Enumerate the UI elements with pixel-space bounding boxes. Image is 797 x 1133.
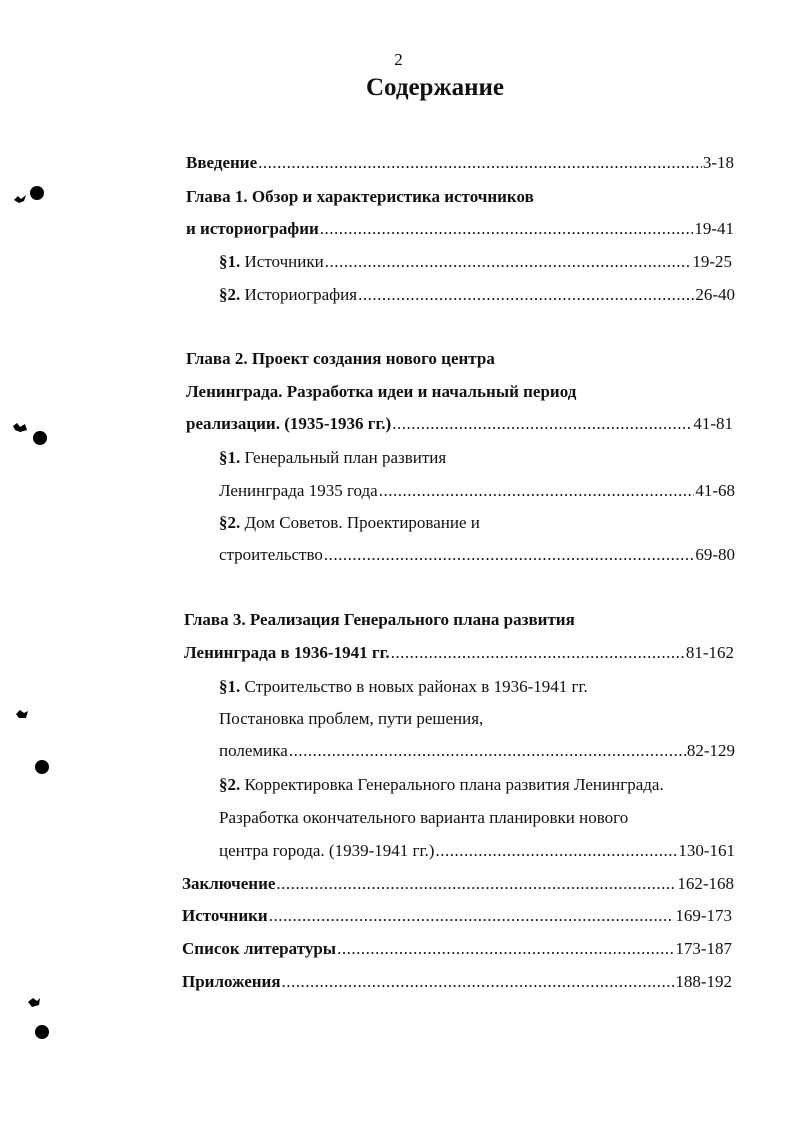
toc-ch2-s1-title xyxy=(219,447,734,469)
toc-entry-chapter-1[interactable] xyxy=(186,218,734,240)
binder-hole xyxy=(35,1025,49,1039)
toc-pages: 19-41 xyxy=(694,219,734,238)
dot-leader xyxy=(325,251,692,273)
toc-label: Ленинграда 1935 года xyxy=(219,481,378,500)
toc-label: Источники xyxy=(182,906,268,925)
toc-entry-ch3-s2[interactable] xyxy=(219,840,735,862)
binder-hole xyxy=(35,760,49,774)
toc-ch3-s2-title xyxy=(219,774,734,796)
toc-label: реализации. (1935-1936 гг.) xyxy=(186,414,392,433)
toc-label: и историографии xyxy=(186,219,319,238)
toc-ch2-s2-title xyxy=(219,512,734,534)
toc-ch3-s1-title xyxy=(219,676,734,698)
dot-leader xyxy=(391,642,685,664)
toc-label: Дом Советов. Проектирование и xyxy=(244,513,480,532)
toc-label: Постановка проблем, пути решения, xyxy=(219,709,484,728)
toc-label: Заключение xyxy=(182,874,276,893)
toc-entry-chapter-2[interactable] xyxy=(186,413,733,435)
ink-smudge xyxy=(12,421,28,433)
dot-leader xyxy=(258,152,702,174)
dot-leader xyxy=(379,480,695,502)
toc-label: Историография xyxy=(244,285,358,304)
toc-label: Приложения xyxy=(182,972,281,991)
toc-ch3-s2-title-cont xyxy=(219,807,734,829)
toc-pages: 82-129 xyxy=(686,741,735,760)
toc-label: Введение xyxy=(186,153,258,172)
toc-entry-ch1-s2[interactable] xyxy=(219,284,735,306)
toc-ch3-s1-title-cont xyxy=(219,708,734,730)
toc-label: строительство xyxy=(219,545,323,564)
section-number: §2. xyxy=(219,513,241,532)
ink-smudge xyxy=(26,996,42,1008)
toc-label: центра города. (1939-1941 гг.) xyxy=(219,841,435,860)
dot-leader xyxy=(337,938,674,960)
toc-label: полемика xyxy=(219,741,288,760)
toc-pages: 130-161 xyxy=(678,841,735,860)
section-number: §2. xyxy=(219,285,241,304)
toc-label: Глава 3. Реализация Генерального плана развития xyxy=(184,610,575,629)
toc-chapter-1-title xyxy=(186,186,734,208)
toc-label: Ленинграда. Разработка идеи и начальный период xyxy=(186,382,577,401)
dot-leader xyxy=(320,218,694,240)
toc-entry-ch2-s2[interactable] xyxy=(219,544,735,566)
toc-pages: 69-80 xyxy=(695,545,735,564)
toc-label: Глава 2. Проект создания нового центра xyxy=(186,349,495,368)
dot-leader xyxy=(289,740,686,762)
toc-pages: 3-18 xyxy=(702,153,734,172)
toc-pages: 19-25 xyxy=(692,252,732,271)
toc-label: Строительство в новых районах в 1936-1941 гг. xyxy=(244,677,588,696)
toc-pages: 81-162 xyxy=(685,643,734,662)
ink-smudge xyxy=(12,193,28,205)
toc-label: Разработка окончательного варианта планировки нового xyxy=(219,808,629,827)
toc-chapter-3-title xyxy=(184,609,734,631)
toc-entry-literature[interactable] xyxy=(182,938,732,960)
page-number: 2 xyxy=(394,50,403,69)
dot-leader xyxy=(435,840,677,862)
toc-pages: 173-187 xyxy=(675,939,732,958)
dot-leader xyxy=(276,873,676,895)
toc-pages: 162-168 xyxy=(677,874,734,893)
toc-pages: 41-68 xyxy=(695,481,735,500)
toc-chapter-2-title xyxy=(186,348,734,370)
ink-smudge xyxy=(14,708,30,720)
toc-label: Генеральный план развития xyxy=(244,448,447,467)
toc-chapter-2-title-cont xyxy=(186,381,734,403)
binder-hole xyxy=(33,431,47,445)
toc-label: Список литературы xyxy=(182,939,337,958)
section-number: §1. xyxy=(219,448,241,467)
toc-pages: 41-81 xyxy=(693,414,733,433)
toc-entry-intro[interactable] xyxy=(186,152,734,174)
toc-pages: 26-40 xyxy=(695,285,735,304)
toc-entry-ch1-s1[interactable] xyxy=(219,251,732,273)
toc-entry-chapter-3[interactable] xyxy=(184,642,734,664)
toc-entry-ch3-s1[interactable] xyxy=(219,740,735,762)
toc-label: Корректировка Генерального плана развития Ленинграда. xyxy=(244,775,664,794)
section-number: §1. xyxy=(219,252,241,271)
toc-entry-appendices[interactable] xyxy=(182,971,732,993)
binder-hole xyxy=(30,186,44,200)
toc-entry-sources[interactable] xyxy=(182,905,732,927)
section-number: §1. xyxy=(219,677,241,696)
page-title: Содержание xyxy=(365,74,504,101)
toc-entry-ch2-s1[interactable] xyxy=(219,480,735,502)
toc-pages: 169-173 xyxy=(675,906,732,925)
toc-pages: 188-192 xyxy=(675,972,732,991)
dot-leader xyxy=(392,413,692,435)
dot-leader xyxy=(324,544,694,566)
dot-leader xyxy=(282,971,675,993)
toc-label: Источники xyxy=(244,252,324,271)
section-number: §2. xyxy=(219,775,241,794)
dot-leader xyxy=(269,905,675,927)
toc-label: Ленинграда в 1936-1941 гг. xyxy=(184,643,390,662)
dot-leader xyxy=(358,284,694,306)
toc-label: Глава 1. Обзор и характеристика источников xyxy=(186,187,534,206)
toc-entry-conclusion[interactable] xyxy=(182,873,734,895)
